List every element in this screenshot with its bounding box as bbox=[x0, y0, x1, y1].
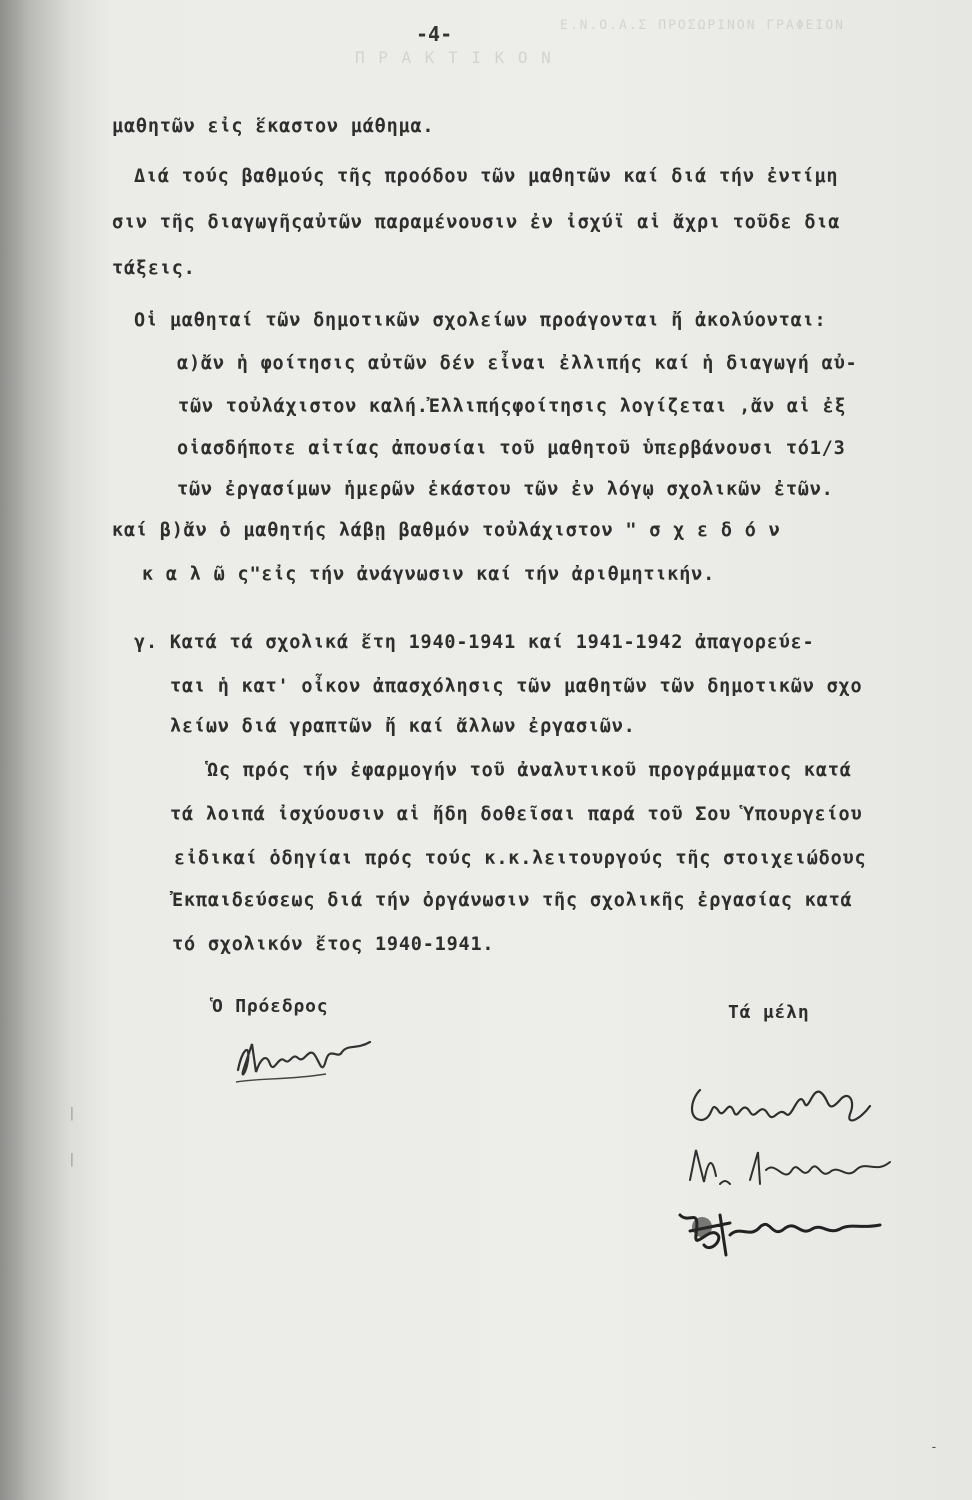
president-signature bbox=[230, 1030, 380, 1090]
body-line: τά λοιπά ἰσχύουσιν αἱ ἤδη δοθεῖσαι παρά τοῦ Σου Ὑπουργείου bbox=[170, 804, 863, 825]
member-signature bbox=[660, 1195, 910, 1265]
body-line: Ἐκπαιδεύσεως διά τήν ὀργάνωσιν τῆς σχολικῆς ἐργασίας κατά bbox=[172, 890, 853, 911]
body-line: γ. Κατά τά σχολικά ἔτη 1940-1941 καί 1941-1942 ἀπαγορεύε- bbox=[134, 632, 815, 653]
body-line: λείων διά γραπτῶν ἤ καί ἄλλων ἐργασιῶν. bbox=[170, 716, 636, 737]
bleed-through-text: Ε.Ν.Ο.Α.Σ ΠΡΟΣΩΡΙΝΟΝ ΓΡΑΦΕΙΟΝ bbox=[560, 18, 845, 33]
body-line: Ὡς πρός τήν ἐφαρμογήν τοῦ ἀναλυτικοῦ προγράμματος κατά bbox=[207, 760, 852, 781]
body-line: τό σχολικόν ἔτος 1940-1941. bbox=[172, 934, 495, 955]
margin-mark: | bbox=[68, 1106, 76, 1121]
body-line: εἰδικαί ὁδηγίαι πρός τούς κ.κ.λειτουργούς τῆς στοιχειώδους bbox=[174, 848, 867, 869]
members-label: Τά μέλη bbox=[728, 1002, 810, 1023]
body-line: ται ἡ κατ' οἶκον ἀπασχόλησις τῶν μαθητῶν τῶν δημοτικῶν σχο bbox=[170, 676, 863, 697]
margin-mark: | bbox=[68, 1152, 76, 1167]
member-signature bbox=[680, 1070, 880, 1140]
body-line: οἱασδήποτε αἰτίας ἀπουσίαι τοῦ μαθητοῦ ὑπερβάνουσι τό1/3 bbox=[177, 438, 846, 459]
body-line: Διά τούς βαθμούς τῆς προόδου τῶν μαθητῶν καί διά τήν ἐντίμη bbox=[134, 166, 839, 187]
body-line: Οἱ μαθηταί τῶν δημοτικῶν σχολείων προάγονται ἤ ἀκολύονται: bbox=[134, 310, 827, 331]
body-line: τῶν ἐργασίμων ἡμερῶν ἑκάστου τῶν ἐν λόγῳ σχολικῶν ἐτῶν. bbox=[177, 479, 834, 500]
margin-mark: - bbox=[930, 1440, 938, 1455]
body-line: α)ἄν ἡ φοίτησις αὐτῶν δέν εἶναι ἐλλιπής καί ἡ διαγωγή αὐ- bbox=[177, 353, 858, 374]
body-line: μαθητῶν εἰς ἕκαστον μάθημα. bbox=[112, 116, 435, 137]
body-line: τῶν τοὐλάχιστον καλή.Ἐλλιπήςφοίτησις λογίζεται ,ἄν αἱ ἐξ bbox=[178, 396, 847, 417]
bleed-through-text: Π Ρ Α Κ Τ Ι Κ Ο Ν bbox=[355, 48, 553, 67]
body-line: καί β)ἄν ὁ μαθητής λάβῃ βαθμόν τοὐλάχιστον " σ χ ε δ ό ν bbox=[112, 520, 781, 541]
body-line: σιν τῆς διαγωγῆςαὐτῶν παραμένουσιν ἐν ἰσχύϊ αἱ ἄχρι τοῦδε δια bbox=[112, 212, 841, 233]
page-number: -4- bbox=[416, 22, 453, 46]
body-line: κ α λ ῶ ς"εἰς τήν ἀνάγνωσιν καί τήν ἀριθμητικήν. bbox=[142, 564, 716, 585]
president-label: Ὁ Πρόεδρος bbox=[212, 996, 329, 1017]
body-line: τάξεις. bbox=[112, 258, 196, 279]
member-signature bbox=[680, 1140, 910, 1200]
